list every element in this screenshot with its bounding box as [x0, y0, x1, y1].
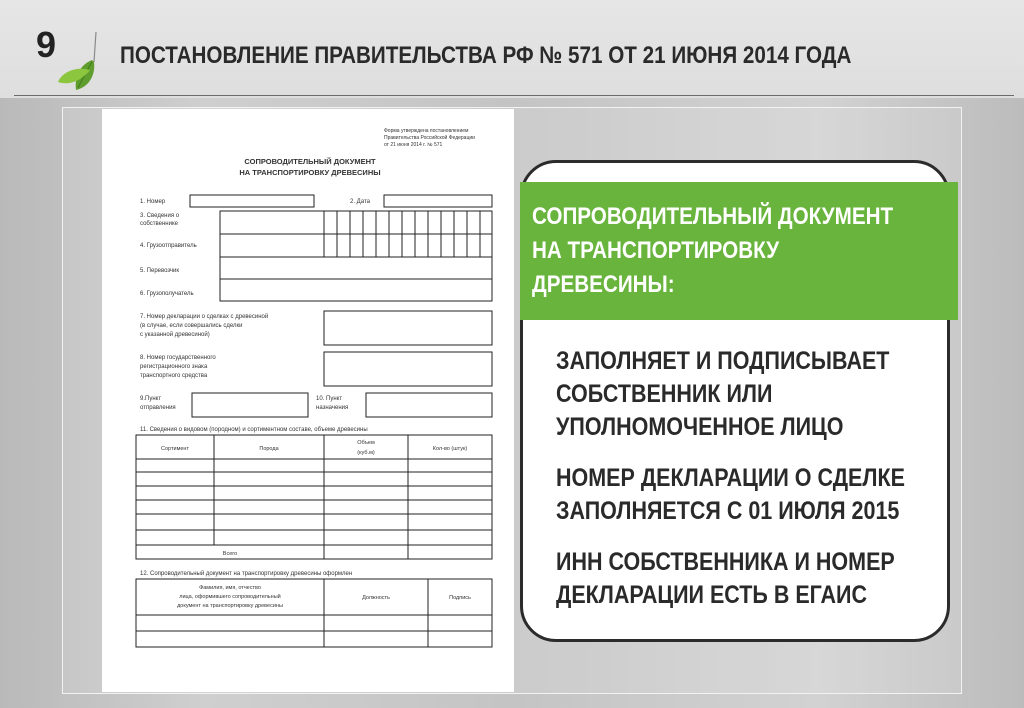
svg-text:документ на транспортировку др: документ на транспортировку древесины [177, 603, 283, 609]
svg-text:Должность: Должность [362, 595, 390, 601]
svg-text:Фамилия, имя, отчество: Фамилия, имя, отчество [199, 585, 261, 591]
svg-text:2. Дата: 2. Дата [350, 199, 370, 205]
svg-text:10. Пункт: 10. Пункт [316, 396, 343, 402]
svg-text:Подпись: Подпись [449, 595, 471, 601]
card-heading: СОПРОВОДИТЕЛЬНЫЙ ДОКУМЕНТ НА ТРАНСПОРТИРОВКУ ДРЕВЕСИНЫ: [532, 203, 894, 298]
form-table-headers [161, 440, 471, 609]
svg-text:отправления: отправления [140, 405, 176, 411]
svg-text:(в случае, если совершались сд: (в случае, если совершались сделки [140, 323, 243, 329]
form-approval-note: Форма утверждена постановлением [384, 128, 469, 134]
svg-text:назначения: назначения [316, 405, 349, 411]
svg-text:11. Сведения о видовом (породн: 11. Сведения о видовом (породном) и сортиментном составе, объеме древесины [140, 427, 368, 433]
svg-text:от 21 июня 2014 г. № 571: от 21 июня 2014 г. № 571 [384, 142, 443, 148]
svg-text:4. Грузоотправитель: 4. Грузоотправитель [140, 243, 197, 249]
svg-text:НА ТРАНСПОРТИРОВКУ ДРЕВЕСИНЫ: НА ТРАНСПОРТИРОВКУ ДРЕВЕСИНЫ [239, 168, 381, 177]
svg-text:9.Пункт: 9.Пункт [140, 396, 162, 402]
svg-text:Сортимент: Сортимент [161, 446, 189, 452]
svg-text:Правительства Российской Федер: Правительства Российской Федерации [384, 135, 475, 141]
svg-text:собственнике: собственнике [140, 221, 178, 227]
leaf-icon [52, 30, 112, 110]
svg-text:12. Сопроводительный документ: 12. Сопроводительный документ на транспортировку древесины оформлен [140, 571, 353, 577]
svg-text:Объем: Объем [357, 440, 375, 446]
form-field-labels [140, 199, 371, 577]
form-heading: СОПРОВОДИТЕЛЬНЫЙ ДОКУМЕНТ [244, 157, 376, 166]
card-point-signer: ЗАПОЛНЯЕТ И ПОДПИСЫВАЕТ СОБСТВЕННИК ИЛИ УПОЛНОМОЧЕННОЕ ЛИЦО [556, 347, 890, 441]
svg-text:Кол-во (штук): Кол-во (штук) [432, 446, 468, 452]
header-divider [14, 95, 1014, 96]
svg-text:1. Номер: 1. Номер [140, 199, 166, 205]
svg-text:с указанной древесиной): с указанной древесиной) [140, 332, 210, 338]
svg-text:транспортного средства: транспортного средства [140, 373, 208, 379]
card-point-declaration-date: НОМЕР ДЕКЛАРАЦИИ О СДЕЛКЕ ЗАПОЛНЯЕТСЯ С 01 ИЮЛЯ 2015 [556, 464, 905, 525]
svg-text:Порода: Порода [259, 446, 279, 452]
svg-text:лица, оформившего сопроводител: лица, оформившего сопроводительный [179, 594, 281, 600]
svg-text:3. Сведения о: 3. Сведения о [140, 213, 180, 219]
svg-text:Всего: Всего [222, 551, 238, 557]
svg-text:6. Грузополучатель: 6. Грузополучатель [140, 291, 194, 297]
svg-text:регистрационного знака: регистрационного знака [140, 364, 208, 370]
page-title: ПОСТАНОВЛЕНИЕ ПРАВИТЕЛЬСТВА РФ № 571 ОТ 21 ИЮНЯ 2014 ГОДА [120, 42, 852, 69]
slide-number: 9 [36, 24, 57, 65]
svg-text:5. Перевозчик: 5. Перевозчик [140, 268, 180, 274]
svg-text:(куб.м): (куб.м) [357, 450, 375, 456]
form-document-image [102, 109, 514, 692]
svg-text:8. Номер государственного: 8. Номер государственного [140, 355, 216, 361]
svg-text:7. Номер декларации о сделках: 7. Номер декларации о сделках с древесиной [140, 314, 269, 320]
card-point-egais: ИНН СОБСТВЕННИКА И НОМЕР ДЕКЛАРАЦИИ ЕСТЬ В ЕГАИС [556, 548, 895, 609]
